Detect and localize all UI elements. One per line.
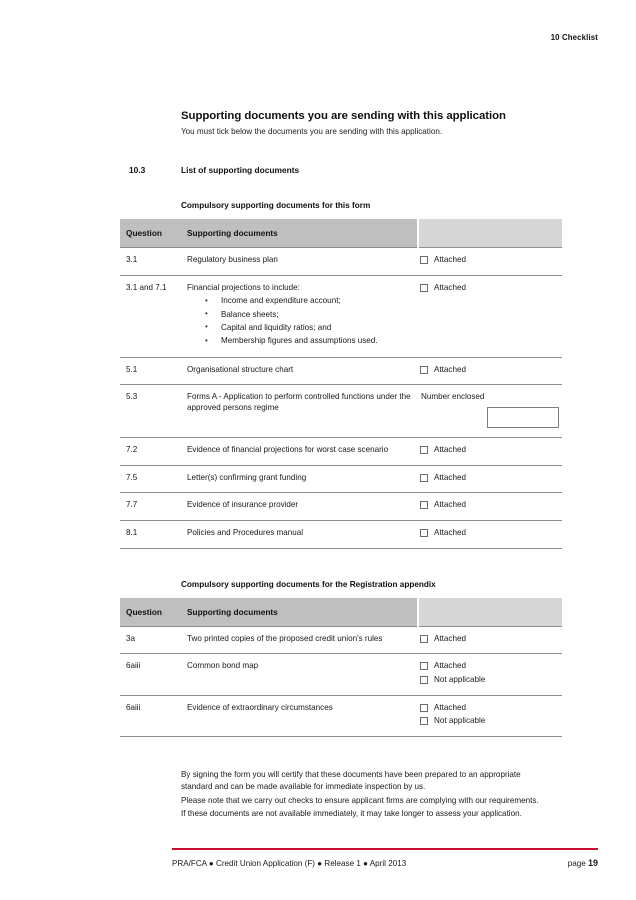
- row-attachment-options: [418, 385, 562, 438]
- checkbox-option[interactable]: [420, 473, 558, 484]
- checkbox-label: Attached: [434, 702, 466, 712]
- table-row: [120, 385, 562, 438]
- row-document: [181, 275, 418, 357]
- row-document-text: Regulatory business plan: [187, 254, 278, 264]
- checkbox-label: Attached: [434, 528, 466, 537]
- column-header-question: Question: [120, 598, 181, 627]
- page-subtitle: You must tick below the documents you are sending with this application.: [181, 127, 443, 136]
- page-content: [120, 110, 562, 820]
- table-row: [120, 521, 562, 549]
- row-attachment-options: [418, 626, 562, 654]
- checkbox-label: Attached: [434, 500, 466, 510]
- checkbox-option[interactable]: [420, 528, 558, 539]
- row-document-text: Evidence of insurance provider: [187, 500, 299, 510]
- checkbox-icon[interactable]: [420, 256, 428, 264]
- row-document-text: Letter(s) confirming grant funding: [187, 472, 307, 482]
- checkbox-icon[interactable]: [420, 501, 428, 509]
- checkbox-label: Attached: [434, 472, 466, 482]
- checkbox-label: Attached: [434, 254, 466, 264]
- checkbox-option[interactable]: [420, 716, 558, 727]
- row-question: 3a: [120, 626, 181, 654]
- table-row: [120, 626, 562, 654]
- table-row: [120, 493, 562, 521]
- checkbox-icon[interactable]: [420, 717, 428, 725]
- checkbox-label: Not applicable: [434, 716, 486, 726]
- bullet-item: • Income and expenditure account;: [187, 294, 416, 307]
- checkbox-option[interactable]: [420, 703, 558, 714]
- row-attachment-options: [418, 695, 562, 736]
- table1-body: [120, 247, 562, 548]
- closing-paragraph: If these documents are not available immediately, it may take longer to assess your application.: [181, 808, 522, 818]
- section-heading: [129, 165, 562, 175]
- checkbox-label: Attached: [434, 444, 466, 454]
- checkbox-label: Attached: [434, 633, 466, 643]
- closing-paragraph: By signing the form you will certify that these documents have been prepared to an appropriate standard and can be made available for immediate inspection by us.: [181, 770, 521, 792]
- row-question: 7.2: [120, 437, 181, 465]
- section-number: 10.3: [129, 164, 146, 175]
- checkbox-icon[interactable]: [420, 446, 428, 454]
- checkbox-option[interactable]: [420, 634, 558, 645]
- footer-left-text: PRA/FCA ● Credit Union Application (F) ● Release 1 ● April 2013: [172, 859, 407, 868]
- table-header-row: [120, 598, 562, 627]
- footer-row: [172, 858, 598, 868]
- table-row: [120, 437, 562, 465]
- row-question: 7.5: [120, 465, 181, 493]
- table-header-row: [120, 219, 562, 248]
- section-title: List of supporting documents: [181, 164, 300, 175]
- column-header-documents: Supporting documents: [181, 219, 418, 248]
- bullet-item: • Balance sheets;: [187, 308, 416, 321]
- row-document: [181, 695, 418, 736]
- row-document-text: Evidence of financial projections for worst case scenario: [187, 444, 389, 454]
- row-attachment-options: [418, 465, 562, 493]
- table-compulsory-registration-appendix: [120, 598, 562, 737]
- page-footer: [172, 848, 598, 868]
- column-header-documents: Supporting documents: [181, 598, 418, 627]
- checkbox-icon[interactable]: [420, 284, 428, 292]
- checkbox-icon[interactable]: [420, 676, 428, 684]
- table-row: [120, 695, 562, 736]
- row-question: 6aiii: [120, 654, 181, 695]
- row-document: [181, 626, 418, 654]
- checkbox-option[interactable]: [420, 445, 558, 456]
- checkbox-label: Attached: [434, 661, 466, 671]
- running-header: 10 Checklist: [550, 33, 598, 42]
- row-document-text: Financial projections to include:: [187, 282, 300, 292]
- row-document-text: Evidence of extraordinary circumstances: [187, 702, 333, 712]
- row-question: 5.3: [120, 385, 181, 438]
- column-header-question: Question: [120, 219, 181, 248]
- checkbox-option[interactable]: [420, 365, 558, 376]
- row-question: 3.1 and 7.1: [120, 275, 181, 357]
- row-bullet-list: [187, 294, 416, 347]
- row-question: 3.1: [120, 247, 181, 275]
- table2-body: [120, 626, 562, 736]
- row-question: 6aiii: [120, 695, 181, 736]
- table-compulsory-this-form: [120, 219, 562, 549]
- checkbox-option[interactable]: [420, 675, 558, 686]
- table2-caption: Compulsory supporting documents for the Registration appendix: [181, 579, 436, 589]
- row-document: [181, 654, 418, 695]
- checkbox-icon[interactable]: [420, 704, 428, 712]
- row-question: 7.7: [120, 493, 181, 521]
- row-question: 5.1: [120, 357, 181, 385]
- bullet-item: • Membership figures and assumptions used.: [187, 334, 416, 347]
- row-attachment-options: [418, 521, 562, 549]
- footer-page-number: 19: [587, 858, 598, 868]
- checkbox-icon[interactable]: [420, 529, 428, 537]
- column-header-attached: [418, 219, 562, 248]
- checkbox-icon[interactable]: [420, 662, 428, 670]
- footer-page-indicator: [568, 858, 598, 868]
- row-attachment-options: [418, 654, 562, 695]
- table-row: [120, 247, 562, 275]
- row-document-text: Forms A - Application to perform controlled functions under the approved persons regime: [187, 392, 411, 412]
- row-document: [181, 247, 418, 275]
- footer-page-label: page: [567, 859, 586, 868]
- row-document: [181, 437, 418, 465]
- row-question: 8.1: [120, 521, 181, 549]
- row-document: [181, 357, 418, 385]
- checkbox-icon[interactable]: [420, 366, 428, 374]
- closing-notes: [181, 769, 553, 820]
- row-document: [181, 521, 418, 549]
- table1-caption: Compulsory supporting documents for this form: [181, 200, 371, 210]
- table-row: [120, 357, 562, 385]
- checkbox-option[interactable]: [420, 661, 558, 672]
- number-enclosed-label: Number enclosed: [421, 392, 485, 402]
- row-document-text: Two printed copies of the proposed credit union's rules: [187, 633, 383, 643]
- checkbox-option[interactable]: [420, 255, 558, 266]
- page-title: Supporting documents you are sending with this application: [181, 110, 506, 122]
- row-document: [181, 465, 418, 493]
- row-document-text: Organisational structure chart: [187, 364, 294, 374]
- row-document: [181, 385, 418, 438]
- table-row: [120, 465, 562, 493]
- row-document-text: Common bond map: [187, 661, 259, 671]
- row-document-text: Policies and Procedures manual: [187, 528, 304, 537]
- footer-rule: [172, 848, 598, 850]
- closing-paragraph: Please note that we carry out checks to ensure applicant firms are complying with our requirements.: [181, 795, 539, 805]
- checkbox-option[interactable]: [420, 500, 558, 511]
- column-header-attached: [418, 598, 562, 627]
- row-attachment-options: [418, 247, 562, 275]
- row-attachment-options: [418, 357, 562, 385]
- row-attachment-options: [418, 437, 562, 465]
- row-document: [181, 493, 418, 521]
- row-attachment-options: [418, 275, 562, 357]
- checkbox-icon[interactable]: [420, 474, 428, 482]
- number-enclosed-input[interactable]: [487, 407, 559, 428]
- table-row: [120, 654, 562, 695]
- checkbox-option[interactable]: [420, 283, 558, 294]
- checkbox-label: Not applicable: [434, 675, 486, 685]
- checkbox-icon[interactable]: [420, 635, 428, 643]
- row-attachment-options: [418, 493, 562, 521]
- bullet-item: • Capital and liquidity ratios; and: [187, 321, 416, 334]
- checkbox-label: Attached: [434, 364, 466, 374]
- checkbox-label: Attached: [434, 282, 466, 292]
- table-row: [120, 275, 562, 357]
